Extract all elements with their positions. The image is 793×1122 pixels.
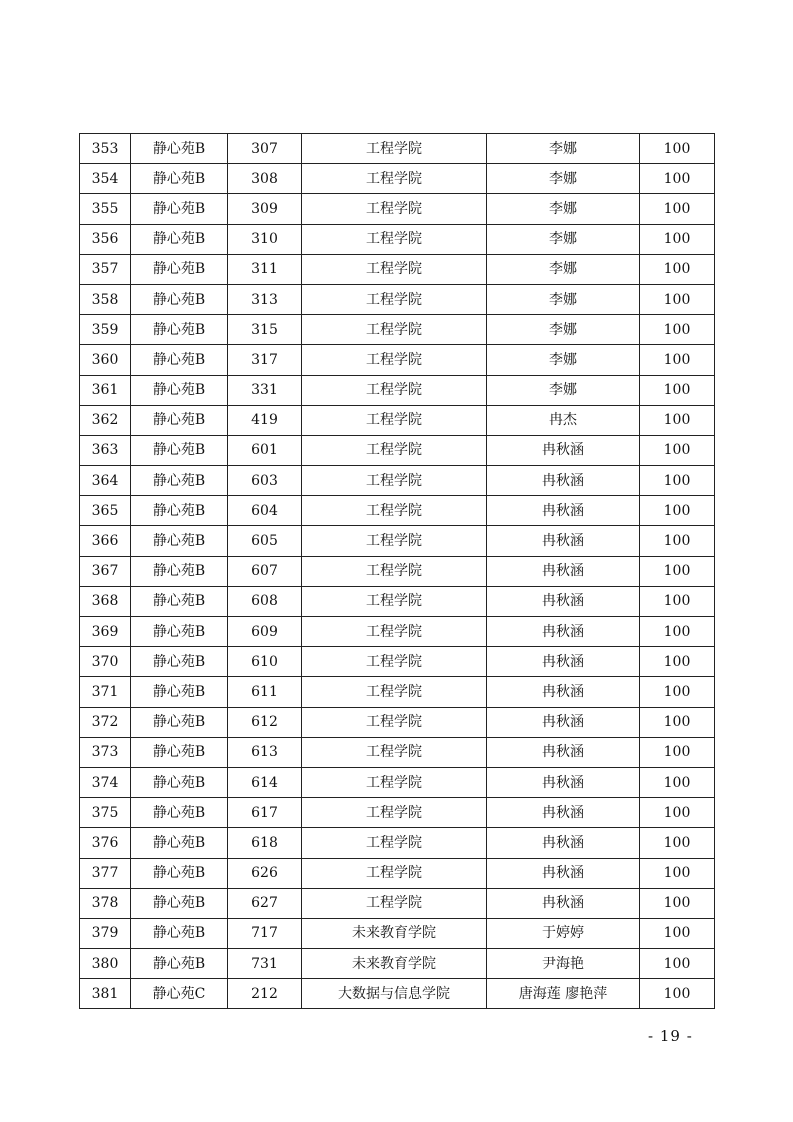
building-cell: 静心苑B — [131, 254, 228, 284]
counselor-cell: 冉秋涵 — [487, 858, 640, 888]
college-cell: 工程学院 — [302, 194, 487, 224]
room-number-cell: 604 — [228, 496, 302, 526]
table-row — [80, 586, 715, 616]
counselor-cell: 冉秋涵 — [487, 888, 640, 918]
table-row — [80, 284, 715, 314]
table-row — [80, 254, 715, 284]
score-cell: 100 — [640, 737, 715, 767]
counselor-cell: 冉秋涵 — [487, 617, 640, 647]
college-cell: 工程学院 — [302, 526, 487, 556]
room-number-cell: 717 — [228, 918, 302, 948]
building-cell: 静心苑B — [131, 164, 228, 194]
table-row — [80, 888, 715, 918]
college-cell: 工程学院 — [302, 134, 487, 164]
row-index-cell: 353 — [80, 134, 131, 164]
building-cell: 静心苑B — [131, 707, 228, 737]
counselor-cell: 冉秋涵 — [487, 586, 640, 616]
building-cell: 静心苑B — [131, 405, 228, 435]
building-cell: 静心苑B — [131, 858, 228, 888]
row-index-cell: 366 — [80, 526, 131, 556]
building-cell: 静心苑B — [131, 888, 228, 918]
counselor-cell: 冉秋涵 — [487, 677, 640, 707]
college-cell: 工程学院 — [302, 737, 487, 767]
building-cell: 静心苑B — [131, 284, 228, 314]
counselor-cell: 尹海艳 — [487, 949, 640, 979]
room-number-cell: 603 — [228, 466, 302, 496]
building-cell: 静心苑B — [131, 315, 228, 345]
counselor-cell: 李娜 — [487, 224, 640, 254]
counselor-cell: 李娜 — [487, 345, 640, 375]
building-cell: 静心苑B — [131, 556, 228, 586]
row-index-cell: 379 — [80, 918, 131, 948]
building-cell: 静心苑B — [131, 375, 228, 405]
score-cell: 100 — [640, 284, 715, 314]
table-row — [80, 979, 715, 1009]
row-index-cell: 365 — [80, 496, 131, 526]
row-index-cell: 363 — [80, 435, 131, 465]
room-number-cell: 308 — [228, 164, 302, 194]
room-number-cell: 618 — [228, 828, 302, 858]
room-number-cell: 611 — [228, 677, 302, 707]
counselor-cell: 冉秋涵 — [487, 647, 640, 677]
score-cell: 100 — [640, 707, 715, 737]
college-cell: 工程学院 — [302, 707, 487, 737]
college-cell: 工程学院 — [302, 405, 487, 435]
college-cell: 工程学院 — [302, 164, 487, 194]
table-row — [80, 375, 715, 405]
table-row — [80, 858, 715, 888]
score-cell: 100 — [640, 828, 715, 858]
college-cell: 工程学院 — [302, 798, 487, 828]
score-cell: 100 — [640, 767, 715, 797]
room-number-cell: 310 — [228, 224, 302, 254]
room-number-cell: 307 — [228, 134, 302, 164]
table-body — [80, 134, 715, 1009]
row-index-cell: 376 — [80, 828, 131, 858]
building-cell: 静心苑B — [131, 737, 228, 767]
score-cell: 100 — [640, 888, 715, 918]
college-cell: 工程学院 — [302, 496, 487, 526]
score-cell: 100 — [640, 224, 715, 254]
score-cell: 100 — [640, 918, 715, 948]
row-index-cell: 354 — [80, 164, 131, 194]
row-index-cell: 367 — [80, 556, 131, 586]
counselor-cell: 冉秋涵 — [487, 435, 640, 465]
row-index-cell: 375 — [80, 798, 131, 828]
row-index-cell: 371 — [80, 677, 131, 707]
counselor-cell: 冉秋涵 — [487, 466, 640, 496]
counselor-cell: 冉秋涵 — [487, 556, 640, 586]
counselor-cell: 冉秋涵 — [487, 496, 640, 526]
table-row — [80, 134, 715, 164]
building-cell: 静心苑B — [131, 617, 228, 647]
building-cell: 静心苑B — [131, 134, 228, 164]
score-cell: 100 — [640, 949, 715, 979]
building-cell: 静心苑C — [131, 979, 228, 1009]
dormitory-score-table — [79, 133, 715, 1009]
score-cell: 100 — [640, 556, 715, 586]
room-number-cell: 627 — [228, 888, 302, 918]
college-cell: 大数据与信息学院 — [302, 979, 487, 1009]
college-cell: 工程学院 — [302, 677, 487, 707]
row-index-cell: 362 — [80, 405, 131, 435]
college-cell: 工程学院 — [302, 888, 487, 918]
row-index-cell: 377 — [80, 858, 131, 888]
room-number-cell: 601 — [228, 435, 302, 465]
table-row — [80, 496, 715, 526]
college-cell: 工程学院 — [302, 556, 487, 586]
college-cell: 未来教育学院 — [302, 918, 487, 948]
room-number-cell: 315 — [228, 315, 302, 345]
table-row — [80, 526, 715, 556]
college-cell: 未来教育学院 — [302, 949, 487, 979]
score-cell: 100 — [640, 979, 715, 1009]
counselor-cell: 李娜 — [487, 254, 640, 284]
building-cell: 静心苑B — [131, 466, 228, 496]
score-cell: 100 — [640, 647, 715, 677]
score-cell: 100 — [640, 496, 715, 526]
counselor-cell: 唐海莲 廖艳萍 — [487, 979, 640, 1009]
score-cell: 100 — [640, 677, 715, 707]
row-index-cell: 360 — [80, 345, 131, 375]
college-cell: 工程学院 — [302, 345, 487, 375]
score-cell: 100 — [640, 254, 715, 284]
table-row — [80, 315, 715, 345]
room-number-cell: 311 — [228, 254, 302, 284]
table-row — [80, 466, 715, 496]
table-row — [80, 798, 715, 828]
counselor-cell: 李娜 — [487, 134, 640, 164]
row-index-cell: 374 — [80, 767, 131, 797]
score-cell: 100 — [640, 466, 715, 496]
building-cell: 静心苑B — [131, 647, 228, 677]
building-cell: 静心苑B — [131, 224, 228, 254]
room-number-cell: 612 — [228, 707, 302, 737]
table-row — [80, 194, 715, 224]
counselor-cell: 冉秋涵 — [487, 707, 640, 737]
college-cell: 工程学院 — [302, 767, 487, 797]
score-cell: 100 — [640, 435, 715, 465]
room-number-cell: 626 — [228, 858, 302, 888]
room-number-cell: 617 — [228, 798, 302, 828]
dormitory-score-table-container — [79, 133, 714, 1009]
score-cell: 100 — [640, 405, 715, 435]
counselor-cell: 冉秋涵 — [487, 798, 640, 828]
college-cell: 工程学院 — [302, 466, 487, 496]
building-cell: 静心苑B — [131, 496, 228, 526]
college-cell: 工程学院 — [302, 224, 487, 254]
table-row — [80, 556, 715, 586]
score-cell: 100 — [640, 194, 715, 224]
table-row — [80, 617, 715, 647]
counselor-cell: 李娜 — [487, 315, 640, 345]
room-number-cell: 731 — [228, 949, 302, 979]
room-number-cell: 212 — [228, 979, 302, 1009]
college-cell: 工程学院 — [302, 435, 487, 465]
row-index-cell: 378 — [80, 888, 131, 918]
room-number-cell: 614 — [228, 767, 302, 797]
room-number-cell: 313 — [228, 284, 302, 314]
row-index-cell: 381 — [80, 979, 131, 1009]
row-index-cell: 369 — [80, 617, 131, 647]
room-number-cell: 607 — [228, 556, 302, 586]
table-row — [80, 164, 715, 194]
college-cell: 工程学院 — [302, 586, 487, 616]
counselor-cell: 冉秋涵 — [487, 737, 640, 767]
row-index-cell: 372 — [80, 707, 131, 737]
counselor-cell: 李娜 — [487, 284, 640, 314]
building-cell: 静心苑B — [131, 798, 228, 828]
room-number-cell: 309 — [228, 194, 302, 224]
counselor-cell: 冉秋涵 — [487, 828, 640, 858]
building-cell: 静心苑B — [131, 918, 228, 948]
building-cell: 静心苑B — [131, 526, 228, 556]
room-number-cell: 331 — [228, 375, 302, 405]
row-index-cell: 361 — [80, 375, 131, 405]
building-cell: 静心苑B — [131, 345, 228, 375]
table-row — [80, 918, 715, 948]
college-cell: 工程学院 — [302, 647, 487, 677]
table-row — [80, 647, 715, 677]
row-index-cell: 373 — [80, 737, 131, 767]
table-row — [80, 224, 715, 254]
table-row — [80, 405, 715, 435]
score-cell: 100 — [640, 586, 715, 616]
college-cell: 工程学院 — [302, 315, 487, 345]
row-index-cell: 370 — [80, 647, 131, 677]
building-cell: 静心苑B — [131, 586, 228, 616]
room-number-cell: 419 — [228, 405, 302, 435]
table-row — [80, 828, 715, 858]
table-row — [80, 767, 715, 797]
score-cell: 100 — [640, 345, 715, 375]
table-row — [80, 677, 715, 707]
building-cell: 静心苑B — [131, 828, 228, 858]
row-index-cell: 359 — [80, 315, 131, 345]
row-index-cell: 355 — [80, 194, 131, 224]
room-number-cell: 317 — [228, 345, 302, 375]
table-row — [80, 435, 715, 465]
counselor-cell: 李娜 — [487, 375, 640, 405]
table-row — [80, 949, 715, 979]
building-cell: 静心苑B — [131, 194, 228, 224]
college-cell: 工程学院 — [302, 617, 487, 647]
room-number-cell: 608 — [228, 586, 302, 616]
room-number-cell: 605 — [228, 526, 302, 556]
building-cell: 静心苑B — [131, 677, 228, 707]
room-number-cell: 609 — [228, 617, 302, 647]
building-cell: 静心苑B — [131, 767, 228, 797]
counselor-cell: 冉秋涵 — [487, 767, 640, 797]
score-cell: 100 — [640, 315, 715, 345]
row-index-cell: 368 — [80, 586, 131, 616]
college-cell: 工程学院 — [302, 375, 487, 405]
building-cell: 静心苑B — [131, 949, 228, 979]
row-index-cell: 364 — [80, 466, 131, 496]
row-index-cell: 356 — [80, 224, 131, 254]
table-row — [80, 707, 715, 737]
score-cell: 100 — [640, 375, 715, 405]
college-cell: 工程学院 — [302, 858, 487, 888]
building-cell: 静心苑B — [131, 435, 228, 465]
college-cell: 工程学院 — [302, 254, 487, 284]
college-cell: 工程学院 — [302, 828, 487, 858]
counselor-cell: 李娜 — [487, 164, 640, 194]
counselor-cell: 冉杰 — [487, 405, 640, 435]
page-number: - 19 - — [648, 1027, 693, 1045]
score-cell: 100 — [640, 164, 715, 194]
score-cell: 100 — [640, 526, 715, 556]
score-cell: 100 — [640, 617, 715, 647]
table-row — [80, 737, 715, 767]
counselor-cell: 李娜 — [487, 194, 640, 224]
row-index-cell: 357 — [80, 254, 131, 284]
college-cell: 工程学院 — [302, 284, 487, 314]
counselor-cell: 于婷婷 — [487, 918, 640, 948]
score-cell: 100 — [640, 798, 715, 828]
room-number-cell: 613 — [228, 737, 302, 767]
score-cell: 100 — [640, 134, 715, 164]
score-cell: 100 — [640, 858, 715, 888]
room-number-cell: 610 — [228, 647, 302, 677]
counselor-cell: 冉秋涵 — [487, 526, 640, 556]
table-row — [80, 345, 715, 375]
row-index-cell: 380 — [80, 949, 131, 979]
row-index-cell: 358 — [80, 284, 131, 314]
